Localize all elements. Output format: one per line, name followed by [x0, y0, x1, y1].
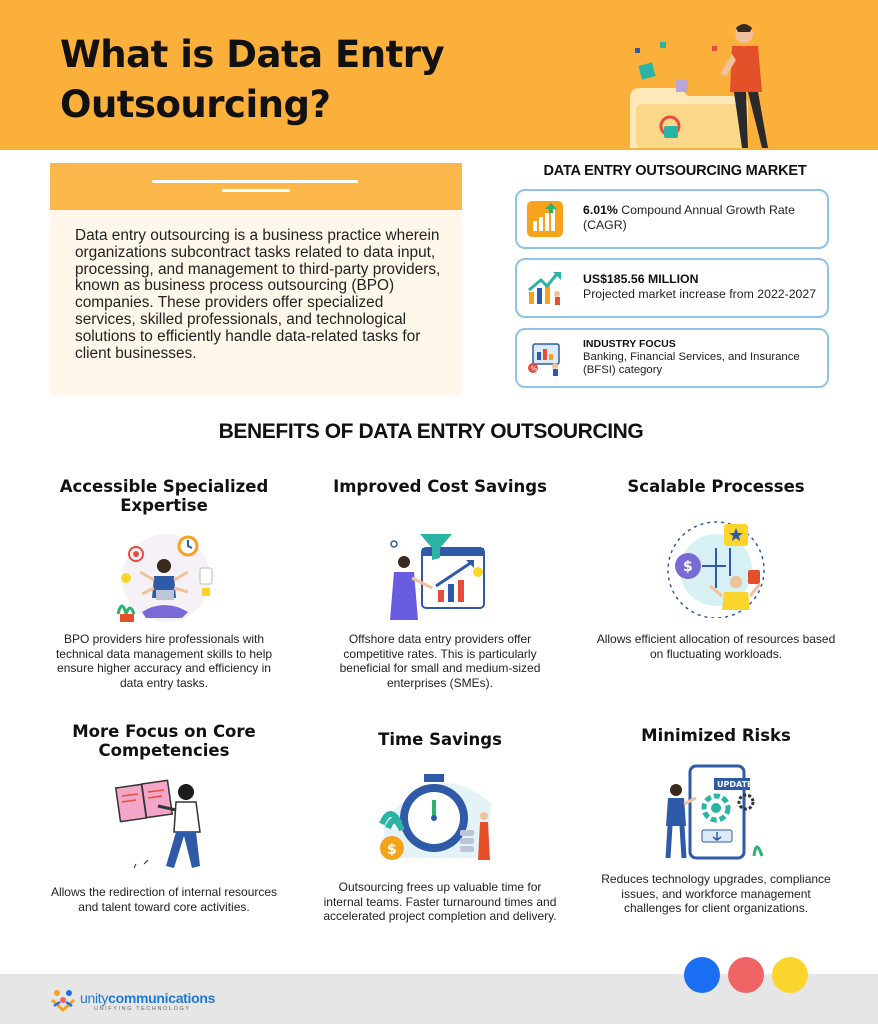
- svg-text:UPDATE: UPDATE: [717, 780, 753, 789]
- brand-logo-text: [80, 990, 215, 1006]
- stat-highlight: US$185.56 MILLION: [583, 272, 699, 286]
- rising-arrow-icon: [527, 270, 563, 306]
- svg-text:$: $: [387, 842, 397, 858]
- stat-card-market-increase: [515, 258, 829, 318]
- brand-tagline: UNIFYING TECHNOLOGY: [94, 1006, 191, 1012]
- growth-chart-icon: [527, 201, 563, 237]
- stat-description: Compound Annual Growth Rate (CAGR): [583, 203, 795, 232]
- stat-highlight: INDUSTRY FOCUS: [583, 338, 676, 350]
- benefit-desc-focus: Allows the redirection of internal resources and talent toward core activities.: [50, 885, 278, 914]
- page-title: What is Data Entry Outsourcing?: [60, 33, 445, 126]
- folder-person-illustration-icon: [620, 18, 790, 150]
- benefit-heading-scalable: Scalable Processes: [627, 477, 805, 496]
- update-device-icon: [656, 762, 776, 862]
- stat-text: [583, 272, 827, 302]
- benefit-desc-expertise: BPO providers hire professionals with technical data management skills to help ensure higher accuracy and efficiency in data entry tasks.: [55, 632, 273, 690]
- brand-light: unity: [80, 990, 109, 1006]
- intro-card-header: [50, 163, 462, 210]
- decor-dot-yellow: [772, 957, 808, 993]
- svg-text:%: %: [530, 365, 538, 373]
- brand-bold: communications: [108, 990, 216, 1006]
- unity-logo-icon: [50, 988, 76, 1012]
- decor-dot-blue: [684, 957, 720, 993]
- intro-decor-line: [222, 189, 290, 192]
- benefit-heading-cost: Improved Cost Savings: [333, 477, 547, 496]
- finance-icon: [527, 340, 563, 376]
- stat-text: [583, 203, 827, 233]
- benefit-heading-risks: Minimized Risks: [641, 726, 791, 745]
- market-title: DATA ENTRY OUTSOURCING MARKET: [543, 163, 807, 179]
- benefit-desc-risks: Reduces technology upgrades, compliance issues, and workforce management challenges for client organizations.: [601, 872, 831, 916]
- svg-text:$: $: [683, 559, 693, 575]
- stat-text: [583, 338, 827, 377]
- benefit-desc-scalable: Allows efficient allocation of resources based on fluctuating workloads.: [596, 632, 836, 661]
- multitasking-expert-icon: [104, 528, 224, 628]
- stat-highlight: 6.01%: [583, 203, 618, 217]
- stopwatch-icon: [374, 764, 494, 864]
- benefit-heading-expertise: Accessible Specialized Expertise: [59, 477, 269, 515]
- stat-description: Projected market increase from 2022-2027: [583, 287, 817, 301]
- benefits-title: BENEFITS OF DATA ENTRY OUTSOURCING: [218, 420, 644, 443]
- decor-dot-red: [728, 957, 764, 993]
- stat-description: Banking, Financial Services, and Insurance (BFSI) category: [583, 351, 800, 376]
- benefit-desc-time: Outsourcing frees up valuable time for internal teams. Faster turnaround times and accelerated project completion and delivery.: [323, 880, 557, 924]
- focus-person-icon: [104, 772, 224, 872]
- cost-funnel-icon: [380, 524, 500, 624]
- stat-card-cagr: [515, 189, 829, 249]
- benefit-heading-time: Time Savings: [378, 730, 502, 749]
- benefit-heading-focus: More Focus on Core Competencies: [72, 722, 256, 760]
- stat-card-industry-focus: [515, 328, 829, 388]
- intro-text: Data entry outsourcing is a business practice wherein organizations subcontract tasks related to data input, processing, and management to third-party providers, known as business process outsourcing (BPO) companies. These providers offer specialized services, skilled professionals, and technological solutions to efficiently handle data-related tasks for client businesses.: [75, 227, 441, 362]
- benefit-desc-cost: Offshore data entry providers offer competitive rates. This is particularly beneficial for small and medium-sized enterprises (SMEs).: [339, 632, 541, 690]
- intro-decor-line: [152, 180, 358, 183]
- scalable-process-icon: [656, 518, 776, 618]
